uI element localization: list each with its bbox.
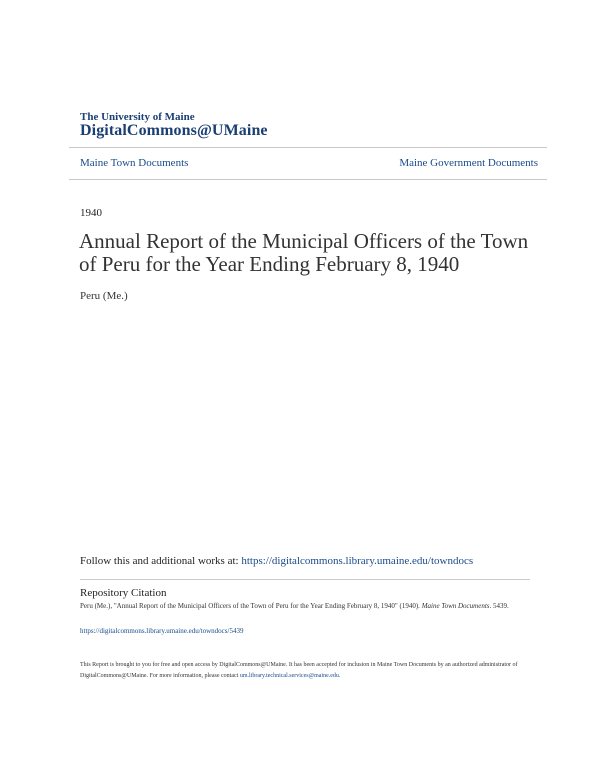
breadcrumb-maine-government-documents[interactable]: Maine Government Documents (399, 157, 538, 169)
citation-link[interactable]: https://digitalcommons.library.umaine.edu/towndocs/5439 (80, 627, 244, 635)
document-author: Peru (Me.) (80, 290, 128, 302)
document-title: Annual Report of the Municipal Officers of the Town of Peru for the Year Ending February 8, 1940 (79, 229, 529, 276)
notice-end: . (338, 673, 341, 679)
follow-label: Follow this and additional works at: (80, 555, 239, 567)
access-notice (80, 660, 530, 682)
bottom-divider (69, 179, 547, 180)
document-year: 1940 (80, 207, 102, 219)
notice-text: This Report is brought to you for free and open access by DigitalCommons@UMaine. It has been accepted for inclusion in Maine Town Documents by an authorized administrator of DigitalCommons@UMaine. For more information, please contact (80, 662, 518, 679)
contact-email-link[interactable]: um.library.technical.services@maine.edu (239, 673, 339, 679)
repository-logo-text[interactable]: DigitalCommons@UMaine (80, 122, 268, 139)
top-divider (69, 147, 547, 148)
citation-text (80, 601, 540, 612)
institution-name: The University of Maine (80, 111, 195, 123)
citation-number: . 5439. (489, 602, 509, 610)
follow-line (80, 555, 473, 567)
citation-divider (80, 579, 530, 580)
breadcrumb-maine-town-documents[interactable]: Maine Town Documents (80, 157, 189, 169)
citation-heading: Repository Citation (80, 587, 167, 599)
follow-link[interactable]: https://digitalcommons.library.umaine.edu/towndocs (241, 555, 474, 567)
citation-series: Maine Town Documents (421, 602, 490, 610)
citation-main: Peru (Me.), "Annual Report of the Municipal Officers of the Town of Peru for the Year Ending February 8, 1940" (1940). (80, 602, 420, 610)
